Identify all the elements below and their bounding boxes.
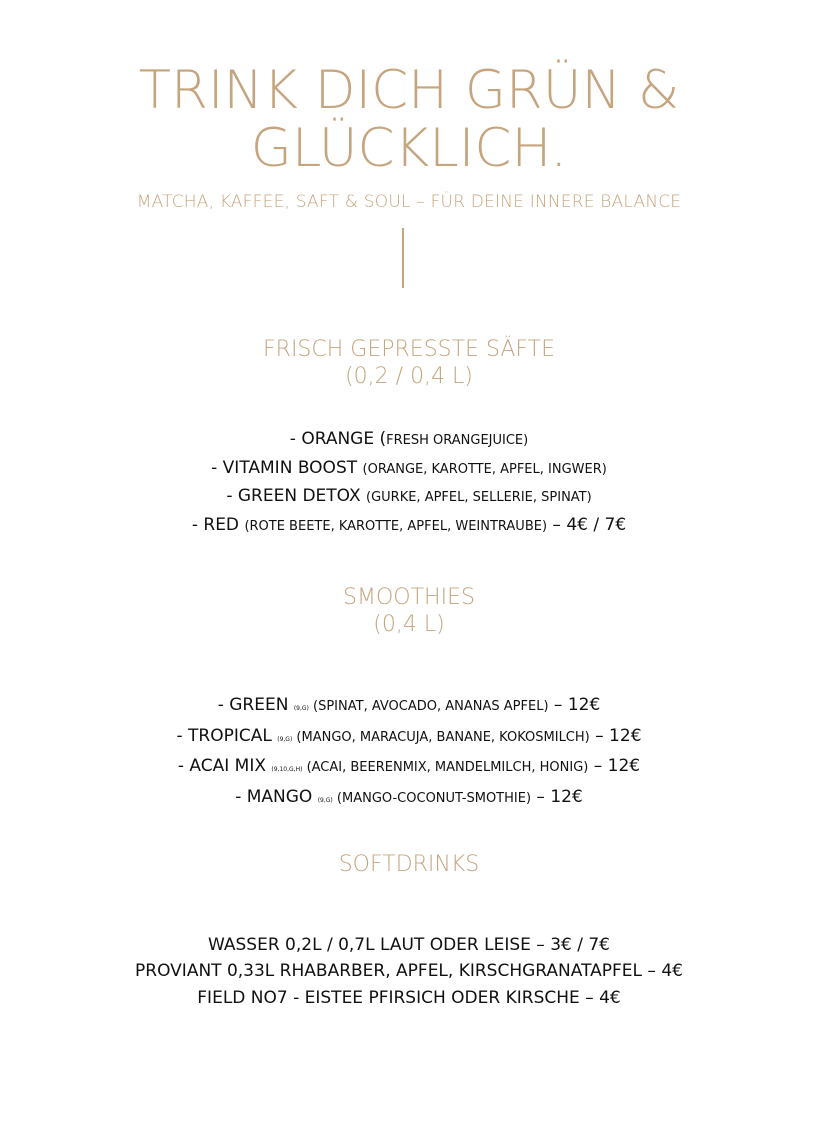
item-details: (ORANGE, KAROTTE, APFEL, INGWER) [362,461,607,477]
list-item [0,426,818,455]
headline-line-2: GLÜCKLICH. [250,118,568,179]
list-item [0,483,818,512]
section-title-smoothies [0,584,818,638]
item-allergens: (9,G) [293,705,309,712]
item-name: - RED [191,514,245,535]
item-details: (GURKE, APFEL, SELLERIE, SPINAT) [366,490,592,506]
item-allergens: (9,10,G,H) [271,766,303,774]
section-title-softdrinks [0,851,818,878]
item-name: - ACAI MIX [177,756,272,777]
item-allergens: (9,G) [317,796,333,804]
section-title-juices [0,336,818,390]
item-name: - GREEN DETOX [226,486,366,507]
item-name: - VITAMIN BOOST [211,457,363,478]
list-item [0,455,818,484]
item-details: (MANGO-COCONUT-SMOTHIE) [332,790,532,806]
page-headline [0,62,818,178]
list-item: PROVIANT 0,33L RHABARBER, APFEL, KIRSCHGRANATAPFEL – 4€ [135,961,683,982]
item-price: – 12€ [548,695,601,715]
tagline: MATCHA, KAFFEE, SAFT & SOUL – FÜR DEINE INNERE BALANCE [136,192,682,212]
section-title-softdrinks-line: SOFTDRINKS [338,852,480,877]
list-item [0,723,818,754]
section-title-smoothies-line-2: (0,4 L) [373,612,445,637]
item-allergens: (9,G) [277,735,293,743]
list-item: FIELD NO7 - EISTEE PFIRSICH ODER KIRSCHE – 4€ [197,987,621,1008]
item-name: - ORANGE ( [289,429,387,449]
item-price: – 12€ [589,725,642,746]
item-price: – 12€ [588,756,641,777]
item-price: – 4€ / 7€ [547,514,627,535]
item-details: FRESH ORANGEJUICE) [386,433,529,448]
item-details: (MANGO, MARACUJA, BANANE, KOKOSMILCH) [292,729,590,745]
item-name: - GREEN [217,695,294,715]
section-title-smoothies-line-1: SMOOTHIES [343,585,475,610]
item-details: (ACAI, BEERENMIX, MANDELMILCH, HONIG) [302,760,589,776]
juices-list [0,426,818,540]
section-title-juices-line-1: FRISCH GEPRESSTE SÄFTE [263,337,555,362]
list-item [0,692,818,723]
list-item [0,512,818,541]
softdrinks-list [0,932,818,1011]
list-item [0,753,818,784]
vertical-divider [402,228,404,288]
list-item: WASSER 0,2L / 0,7L LAUT ODER LEISE – 3€ / 7€ [207,935,610,955]
item-details: (SPINAT, AVOCADO, ANANAS APFEL) [308,699,549,714]
smoothies-list [0,692,818,814]
item-price: – 12€ [531,786,583,807]
item-name: - MANGO [235,786,318,807]
item-name: - TROPICAL [176,725,278,746]
item-details: (ROTE BEETE, KAROTTE, APFEL, WEINTRAUBE) [244,518,548,534]
section-title-juices-line-2: (0,2 / 0,4 L) [345,364,473,389]
headline-line-1: TRINK DICH GRÜN & [138,60,680,121]
list-item [0,784,818,815]
